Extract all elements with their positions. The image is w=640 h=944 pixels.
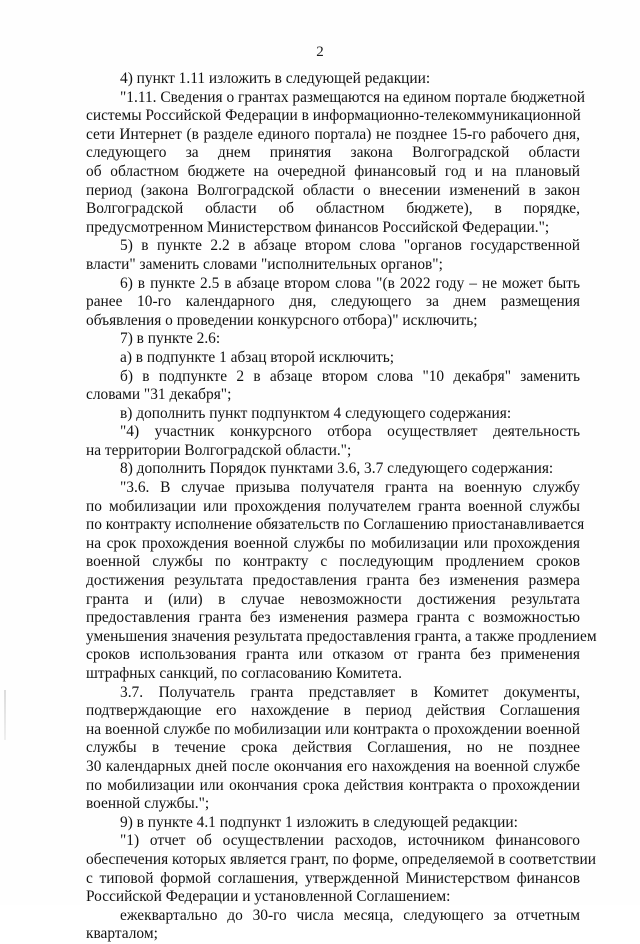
- text-line: 5) в пункте 2.2 в абзаце втором слова "органов государственной: [120, 237, 580, 255]
- text-line: 4) пункт 1.11 изложить в следующей редакции:: [120, 70, 431, 87]
- text-line: об областном бюджете на очередной финансовый год и на плановый: [86, 162, 580, 180]
- text-line: ранее 10-го календарного дня, следующего за днем размещения: [86, 293, 580, 311]
- text-line: власти" заменить словами "исполнительных органов";: [86, 255, 443, 273]
- text-line: на территории Волгоградской области.";: [86, 441, 352, 459]
- text-line: обеспечения которых является грант, по форме, определяемой в соответствии: [86, 850, 597, 868]
- text-line: с типовой формой соглашения, утвержденной Министерством финансов: [86, 869, 580, 887]
- text-line: в) дополнить пункт подпунктом 4 следующего содержания:: [120, 404, 512, 422]
- text-line: системы Российской Федерации в информационно-телекоммуникационной: [86, 107, 581, 125]
- text-line: предоставления гранта без изменения размера гранта с возможностью: [86, 609, 580, 627]
- text-line: 8) дополнить Порядок пунктами 3.6, 3.7 следующего содержания:: [120, 460, 554, 478]
- text-line: 9) в пункте 4.1 подпункт 1 изложить в следующей редакции:: [120, 813, 518, 831]
- text-line: словами "31 декабря";: [86, 386, 232, 404]
- text-line: объявления о проведении конкурсного отбора)" исключить;: [86, 311, 478, 329]
- text-line: уменьшения значения результата предоставления гранта, а также продлением: [86, 627, 597, 645]
- text-line: а) в подпункте 1 абзац второй исключить;: [120, 348, 394, 366]
- page-number: 2: [316, 44, 324, 60]
- text-line: "4) участник конкурсного отбора осуществляет деятельность: [120, 423, 580, 441]
- text-line: гранта и (или) в случае невозможности достижения результата: [86, 590, 580, 608]
- text-line: 3.7. Получатель гранта представляет в Комитет документы,: [120, 683, 580, 701]
- document-body: [86, 70, 597, 944]
- text-line: по мобилизации или прохождения получателем гранта военной службы: [86, 497, 580, 515]
- text-line: предусмотренном Министерством финансов Российской Федерации.";: [86, 218, 550, 236]
- text-line: по мобилизации или окончания срока действия контракта о прохождении: [86, 776, 580, 794]
- text-line: б) в подпункте 2 в абзаце втором слова "10 декабря" заменить: [120, 367, 580, 385]
- text-line: по контракту исполнение обязательств по Соглашению приостанавливается: [86, 516, 585, 534]
- text-line: военной службы по контракту с последующим продлением сроков: [86, 553, 580, 571]
- text-line: подтверждающие его нахождение в период действия Соглашения: [86, 702, 580, 720]
- text-line: на военной службе по мобилизации или контракта о прохождении военной: [86, 720, 580, 738]
- text-line: ежеквартально до 30-го числа месяца, следующего за отчетным: [120, 906, 580, 924]
- text-line: Российской Федерации и установленной Соглашением:: [86, 888, 451, 906]
- scan-margin-mark: [4, 690, 6, 740]
- text-line: 30 календарных дней после окончания его нахождения на военной службе: [86, 757, 580, 775]
- text-line: сети Интернет (в разделе единого портала) не позднее 15-го рабочего дня,: [86, 125, 580, 143]
- text-line: военной службы.";: [86, 795, 210, 813]
- text-line: 6) в пункте 2.5 в абзаце втором слова "(в 2022 году – не может быть: [120, 274, 580, 292]
- text-line: "3.6. В случае призыва получателя гранта на военную службу: [120, 479, 580, 497]
- text-line: штрафных санкций, по согласованию Комитета.: [86, 665, 402, 682]
- text-line: службы в течение срока действия Соглашения, но не позднее: [86, 739, 580, 757]
- text-line: "1.11. Сведения о грантах размещаются на едином портале бюджетной: [120, 88, 586, 106]
- text-line: "1) отчет об осуществлении расходов, источником финансового: [120, 832, 580, 850]
- text-line: сроков использования гранта или отказом от гранта без применения: [86, 646, 580, 664]
- text-line: следующего за днем принятия закона Волгоградской области: [86, 144, 580, 162]
- text-line: период (закона Волгоградской области о внесении изменений в закон: [86, 181, 580, 199]
- text-line: достижения результата предоставления гранта без изменения размера: [86, 572, 580, 590]
- text-line: кварталом;: [86, 925, 158, 943]
- text-line: Волгоградской области об областном бюджете), в порядке,: [86, 200, 580, 218]
- text-line: 7) в пункте 2.6:: [120, 330, 221, 348]
- text-line: на срок прохождения военной службы по мобилизации или прохождения: [86, 534, 580, 552]
